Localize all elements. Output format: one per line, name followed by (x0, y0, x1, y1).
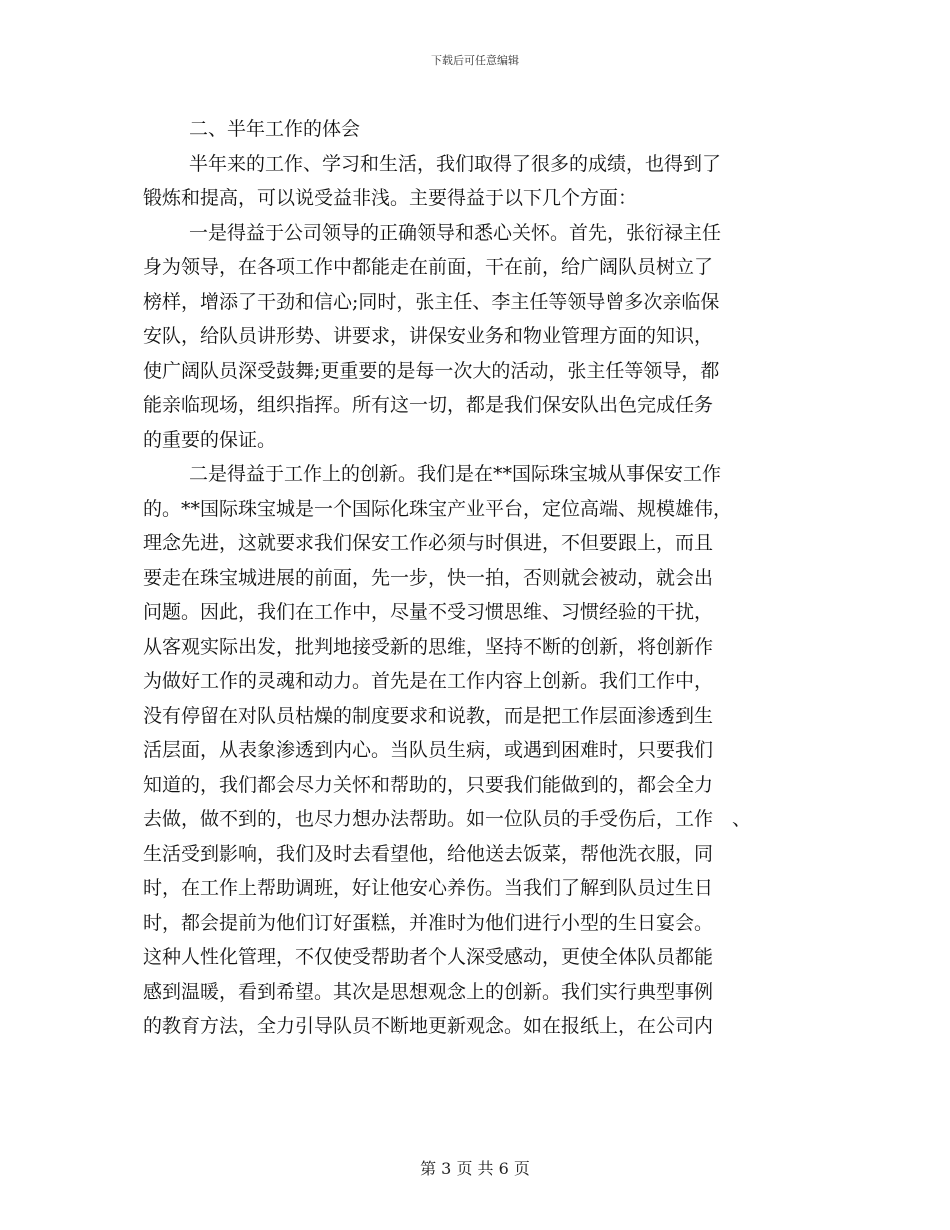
text-line: 知道的，我们都会尽力关怀和帮助的，只要我们能做到的，都会全力 (143, 773, 714, 796)
text-line: 问题。因此，我们在工作中，尽量不受习惯思维、习惯经验的干扰， (143, 601, 714, 623)
text-line: 安队，给队员讲形势、讲要求，讲保安业务和物业管理方面的知识， (143, 325, 714, 347)
text-line: 感到温暖，看到希望。其次是思想观念上的创新。我们实行典型事例 (143, 980, 714, 1003)
text-line: 的教育方法，全力引导队员不断地更新观念。如在报纸上，在公司内 (143, 1015, 714, 1037)
text-line: 的重要的保证。 (143, 428, 277, 451)
document-body (143, 112, 815, 1044)
text-line: 为做好工作的灵魂和动力。首先是在工作内容上创新。我们工作中， (143, 670, 714, 692)
text-line: 身为领导，在各项工作中都能走在前面，干在前，给广阔队员树立了 (143, 256, 714, 278)
text-line: 使广阔队员深受鼓舞;更重要的是每一次大的活动，张主任等领导，都 (143, 359, 720, 382)
text-line: 时，都会提前为他们订好蛋糕，并准时为他们进行小型的生日宴会。 (143, 911, 714, 934)
text-line: 从客观实际出发，批判地接受新的思维，坚持不断的创新，将创新作 (143, 635, 714, 658)
text-line: 时，在工作上帮助调班，好让他安心养伤。当我们了解到队员过生日 (143, 877, 714, 899)
page-header: 下载后可任意编辑 (431, 54, 519, 67)
text-line: 去做，做不到的，也尽力想办法帮助。如一位队员的手受伤后，工作 、 (143, 808, 752, 830)
text-line: 理念先进，这就要求我们保安工作必须与时俱进，不但要跟上，而且 (143, 532, 714, 554)
text-line: 锻炼和提高，可以说受益非浅。主要得益于以下几个方面： (143, 187, 638, 209)
text-line: 活层面，从表象渗透到内心。当队员生病，或遇到困难时，只要我们 (143, 739, 714, 761)
text-line: 一是得益于公司领导的正确领导和悉心关怀。首先，张衍禄主任 (189, 221, 722, 244)
text-line: 要走在珠宝城进展的前面，先一步，快一拍，否则就会被动，就会出 (143, 566, 714, 589)
page-number: 第 3 页 共 6 页 (420, 1159, 530, 1178)
text-line: 没有停留在对队员枯燥的制度要求和说教，而是把工作层面渗透到生 (143, 704, 714, 727)
text-line: 二是得益于工作上的创新。我们是在**国际珠宝城从事保安工作 (189, 463, 722, 485)
section-heading: 二、半年工作的体会 (189, 118, 361, 140)
text-line: 半年来的工作、学习和生活，我们取得了很多的成绩，也得到了 (189, 152, 722, 175)
text-line: 生活受到影响，我们及时去看望他，给他送去饭菜，帮他洗衣服，同 (143, 842, 714, 865)
text-line: 这种人性化管理，不仅使受帮助者个人深受感动，更使全体队员都能 (143, 946, 714, 968)
text-line: 榜样，增添了干劲和信心;同时，张主任、李主任等领导曾多次亲临保 (143, 290, 720, 313)
text-line: 能亲临现场，组织指挥。所有这一切，都是我们保安队出色完成任务 (143, 394, 714, 416)
text-line: 的。**国际珠宝城是一个国际化珠宝产业平台，定位高端、规模雄伟， (143, 497, 733, 520)
